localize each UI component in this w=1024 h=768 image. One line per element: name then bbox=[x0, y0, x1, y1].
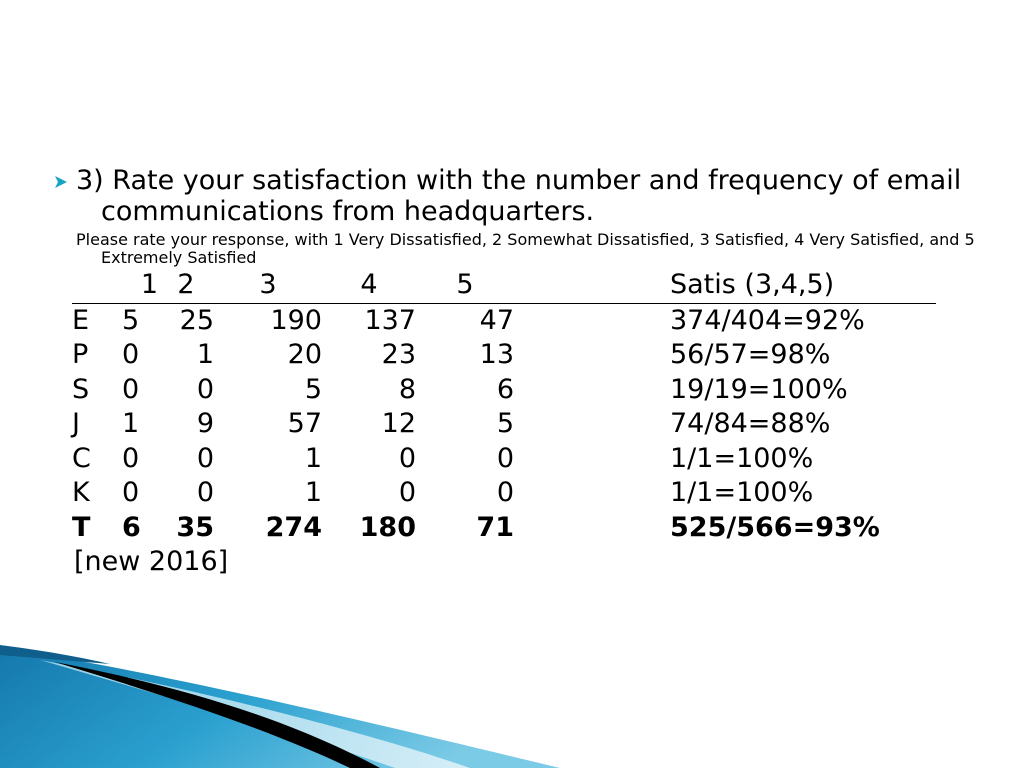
table-cell: 1 bbox=[304, 477, 322, 508]
table-cell-satis: 19/19=100% bbox=[670, 373, 848, 405]
table-cell: 5 bbox=[122, 304, 140, 336]
table-cell: 5 bbox=[496, 408, 514, 439]
table-cell: 0 bbox=[122, 339, 140, 370]
table-cell: 0 bbox=[496, 442, 514, 474]
question-text: 3) Rate your satisfaction with the number and frequency of email communications from headquarters. bbox=[76, 165, 962, 227]
table-cell: 25 bbox=[179, 304, 214, 336]
table-cell-satis: 1/1=100% bbox=[670, 477, 814, 508]
table-cell: 9 bbox=[196, 408, 214, 439]
table-cell: 57 bbox=[287, 408, 322, 439]
table-cell: 0 bbox=[122, 477, 140, 508]
table-cell: 0 bbox=[196, 442, 214, 474]
table-cell: 0 bbox=[122, 373, 140, 405]
table-cell: 274 bbox=[265, 511, 322, 543]
table-cell-satis: 525/566=93% bbox=[670, 511, 880, 543]
table-cell: 20 bbox=[287, 339, 322, 370]
table-cell: 0 bbox=[496, 477, 514, 508]
table-cell: 0 bbox=[122, 442, 140, 474]
table-cell: S bbox=[72, 373, 90, 405]
table-cell: 8 bbox=[398, 373, 416, 405]
table-cell-satis: 1/1=100% bbox=[670, 442, 814, 474]
note-text: [new 2016] bbox=[74, 546, 229, 577]
table-cell: J bbox=[72, 408, 80, 439]
table-cell: 1 bbox=[196, 339, 214, 370]
instructions-text: Please rate your response, with 1 Very Dissatisfied, 2 Somewhat Dissatisfied, 3 Satisfied, 4 Very Satisfied, and 5 Extremely Satisfied bbox=[76, 230, 975, 267]
table-cell: 0 bbox=[398, 477, 416, 508]
table-cell: C bbox=[72, 442, 91, 474]
table-cell: 0 bbox=[196, 373, 214, 405]
table-cell-satis: 374/404=92% bbox=[670, 304, 865, 336]
table-cell: 12 bbox=[381, 408, 416, 439]
header-cell-4: 4 bbox=[322, 268, 416, 303]
header-cell-satis: Satis (3,4,5) bbox=[514, 268, 936, 303]
header-cell-3: 3 bbox=[214, 268, 322, 303]
table-cell: 1 bbox=[304, 442, 322, 474]
table-cell: 71 bbox=[476, 511, 514, 543]
table-cell: 190 bbox=[270, 304, 322, 336]
header-cell-2: 2 bbox=[158, 268, 214, 303]
table-cell: E bbox=[72, 304, 90, 336]
table-cell: 6 bbox=[122, 511, 141, 543]
table-cell-satis: 74/84=88% bbox=[670, 408, 831, 439]
table-cell: 47 bbox=[479, 304, 514, 336]
header-cell-1: 1 bbox=[122, 268, 158, 303]
table-cell: T bbox=[72, 511, 91, 543]
table-cell: 23 bbox=[381, 339, 416, 370]
table-cell: 1 bbox=[122, 408, 140, 439]
table-cell: 6 bbox=[496, 373, 514, 405]
table-cell: 0 bbox=[398, 442, 416, 474]
header-cell-5: 5 bbox=[416, 268, 514, 303]
table-cell: K bbox=[72, 477, 90, 508]
table-cell: 35 bbox=[176, 511, 214, 543]
table-cell: 0 bbox=[196, 477, 214, 508]
table-cell: 5 bbox=[304, 373, 322, 405]
table-cell: 13 bbox=[479, 339, 514, 370]
table-cell: 180 bbox=[359, 511, 416, 543]
table-cell: P bbox=[72, 339, 89, 370]
table-cell: 137 bbox=[364, 304, 416, 336]
table-cell-satis: 56/57=98% bbox=[670, 339, 831, 370]
